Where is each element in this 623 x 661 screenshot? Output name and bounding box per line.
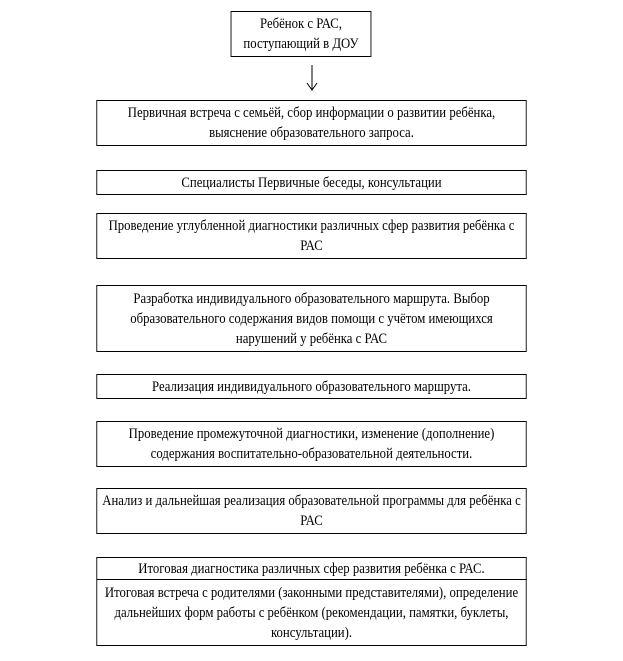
step-9-line-2: дальнейших форм работы с ребёнком (рекомендации, памятки, буклеты,: [114, 604, 509, 621]
step-final-diagnostics: [96, 557, 526, 580]
step-1-line-1: Первичная встреча с семьёй, сбор информации о развитии ребёнка,: [127, 105, 496, 121]
step-3-line-1: Проведение углубленной диагностики различных сфер развития ребёнка с: [108, 218, 515, 234]
step-9-line-3: консультации).: [270, 624, 353, 641]
step-route-implementation: [96, 374, 526, 399]
step-3-line-2: РАС: [300, 238, 323, 254]
step-9-line-1: Итоговая встреча с родителями (законными представителями), определение: [104, 584, 519, 601]
step-8-line-1: Итоговая диагностика различных сфер развития ребёнка с РАС.: [138, 560, 485, 577]
step-4-line-2: образовательного содержания видов помощи с учётом имеющихся: [130, 310, 493, 327]
step-4-line-3: нарушений у ребёнка с РАС: [235, 330, 388, 347]
step-final-meeting-with-parents: [96, 579, 526, 646]
step-4-line-1: Разработка индивидуального образовательного маршрута. Выбор: [133, 290, 490, 307]
start-node-line-1: Ребёнок с РАС,: [260, 16, 342, 32]
step-specialists-consultations: [96, 170, 526, 195]
step-program-analysis: [96, 488, 526, 534]
step-6-line-2: содержания воспитательно-образовательной деятельности.: [150, 446, 473, 462]
start-node-line-2: поступающий в ДОУ: [243, 36, 359, 52]
step-individual-route-development: [96, 285, 526, 352]
step-in-depth-diagnostics: [96, 213, 526, 259]
step-7-line-2: РАС: [300, 513, 323, 529]
step-2-line-1: Специалисты Первичные беседы, консультации: [181, 174, 442, 191]
step-6-line-1: Проведение промежуточной диагностики, изменение (дополнение): [128, 426, 495, 442]
step-7-line-1: Анализ и дальнейшая реализация образовательной программы для ребёнка с: [102, 493, 521, 509]
step-5-line-1: Реализация индивидуального образовательного маршрута.: [152, 378, 471, 395]
step-1-line-2: выяснение образовательного запроса.: [209, 125, 414, 141]
step-initial-meeting: [96, 100, 526, 146]
step-intermediate-diagnostics: [96, 421, 526, 467]
